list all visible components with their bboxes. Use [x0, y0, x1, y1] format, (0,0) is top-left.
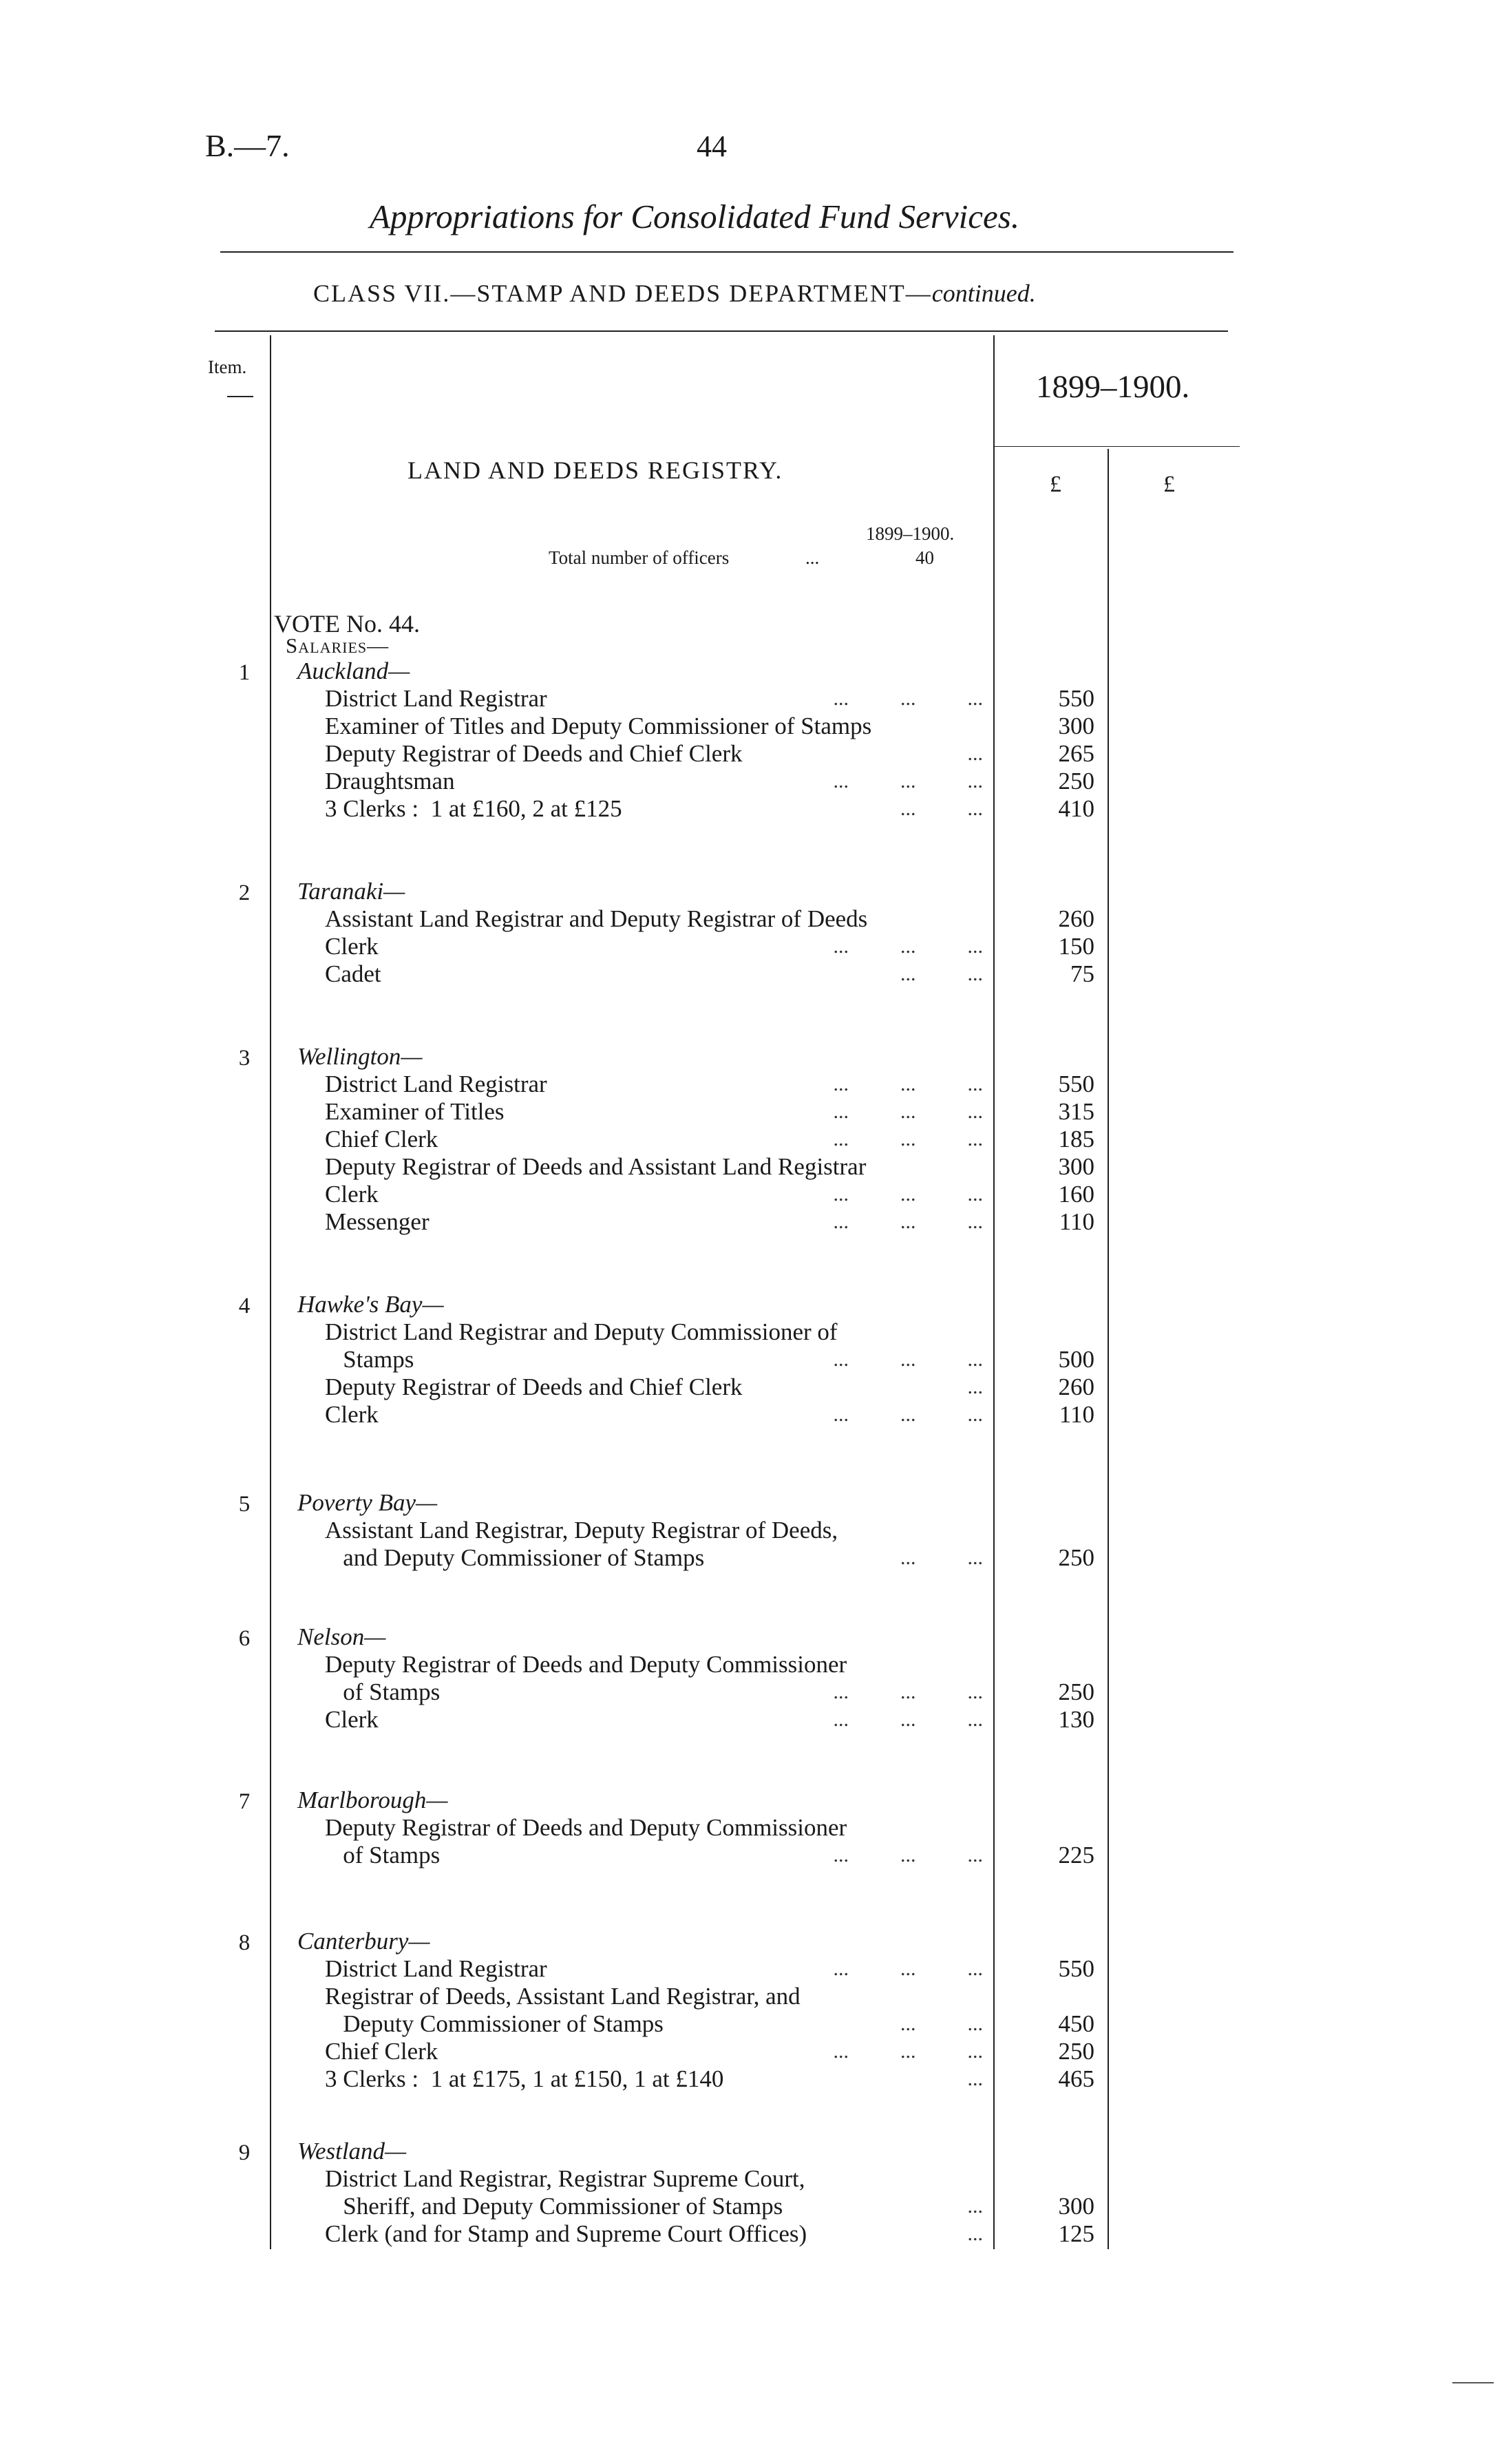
district-heading: Auckland— [297, 657, 410, 684]
amount-value: 250 [1058, 1544, 1094, 1571]
amount-value: 110 [1059, 1401, 1094, 1428]
amount-value: 550 [1058, 1071, 1094, 1097]
vote-heading: VOTE No. 44. [274, 610, 420, 638]
appropriation-line: District Land Registrar [325, 1955, 547, 1982]
dot-leader: ... ... ... [833, 1073, 983, 1095]
appropriation-line: District Land Registrar [325, 1071, 547, 1097]
dot-leader: ... ... [900, 962, 983, 985]
appropriation-line: Chief Clerk [325, 2038, 438, 2065]
district-heading: Nelson— [297, 1623, 386, 1650]
item-number: 4 [238, 1294, 251, 1318]
class-heading-main: CLASS VII.—STAMP AND DEEDS DEPARTMENT— [313, 280, 932, 307]
appropriation-line: Draughtsman [325, 768, 455, 794]
amount-value: 550 [1058, 1955, 1094, 1982]
dot-leader: ... ... ... [833, 1348, 983, 1371]
appropriation-line: 3 Clerks : 1 at £160, 2 at £125 [325, 795, 622, 822]
amount-value: 125 [1058, 2220, 1094, 2247]
amount-value: 130 [1058, 1706, 1094, 1733]
district-heading: Wellington— [297, 1043, 423, 1070]
district-heading: Poverty Bay— [297, 1489, 438, 1516]
appropriation-line: Sheriff, and Deputy Commissioner of Stamps [325, 2193, 783, 2220]
amount-value: 465 [1058, 2065, 1094, 2092]
amount-value: 250 [1058, 768, 1094, 794]
amount-value: 500 [1058, 1346, 1094, 1373]
item-number: 6 [238, 1626, 251, 1651]
amount-value: 150 [1058, 933, 1094, 960]
item-number: 9 [238, 2140, 251, 2165]
district-heading: Hawke's Bay— [297, 1291, 444, 1318]
amount-value: 75 [1070, 960, 1094, 987]
district-heading: Taranaki— [297, 878, 405, 905]
amount-value: 300 [1058, 713, 1094, 739]
amount-value: 410 [1058, 795, 1094, 822]
officers-dots: ... [805, 547, 820, 568]
appropriation-line: District Land Registrar, Registrar Supreme Court, [325, 2165, 805, 2192]
dot-leader: ... ... ... [833, 935, 983, 958]
district-heading: Canterbury— [297, 1928, 430, 1955]
dot-leader: ... ... ... [833, 1708, 983, 1731]
appropriation-line: Deputy Registrar of Deeds and Assistant Land Registrar [325, 1153, 867, 1180]
dot-leader: ... ... ... [833, 1681, 983, 1703]
margin-mark [1452, 2382, 1494, 2383]
currency-symbol-1: £ [1050, 472, 1061, 497]
appropriation-line: Stamps [325, 1346, 414, 1373]
item-number: 1 [238, 660, 251, 685]
appropriation-line: Clerk [325, 1181, 379, 1208]
item-number: 3 [238, 1046, 251, 1071]
dot-leader: ... ... ... [833, 687, 983, 710]
amount-value: 250 [1058, 2038, 1094, 2065]
officers-label: Total number of officers [549, 547, 730, 568]
section-title: LAND AND DEEDS REGISTRY. [407, 456, 783, 484]
dot-leader: ... ... ... [833, 770, 983, 792]
page-title: Appropriations for Consolidated Fund Services. [370, 198, 1020, 235]
officers-year: 1899–1900. [866, 523, 955, 544]
appropriation-line: Clerk [325, 1706, 379, 1733]
dot-leader: ... ... [900, 1546, 983, 1569]
appropriation-line: District Land Registrar and Deputy Commissioner of [325, 1318, 838, 1345]
appropriation-line: Clerk [325, 1401, 379, 1428]
appropriation-line: Chief Clerk [325, 1126, 438, 1152]
appropriation-line: Examiner of Titles and Deputy Commissioner of Stamps [325, 713, 872, 739]
appropriation-line: Assistant Land Registrar, Deputy Registrar of Deeds, [325, 1517, 838, 1544]
dot-leader: ... ... [900, 2012, 983, 2035]
amount-value: 300 [1058, 1153, 1094, 1180]
appropriation-line: Deputy Commissioner of Stamps [325, 2010, 664, 2037]
appropriation-line: 3 Clerks : 1 at £175, 1 at £150, 1 at £140 [325, 2065, 724, 2092]
amount-value: 300 [1058, 2193, 1094, 2220]
amount-value: 110 [1059, 1208, 1094, 1235]
amount-value: 260 [1058, 1373, 1094, 1400]
amount-value: 160 [1058, 1181, 1094, 1208]
district-heading: Marlborough— [297, 1787, 448, 1813]
dot-leader: ... ... ... [833, 1844, 983, 1866]
page-number: 44 [697, 129, 727, 163]
appropriation-line: Assistant Land Registrar and Deputy Registrar of Deeds [325, 905, 868, 932]
appropriation-line: District Land Registrar [325, 685, 547, 712]
amount-value: 260 [1058, 905, 1094, 932]
appropriation-line: Deputy Registrar of Deeds and Deputy Commissioner [325, 1651, 847, 1678]
amount-value: 185 [1058, 1126, 1094, 1152]
dot-leader: ... ... ... [833, 1403, 983, 1426]
item-number: 5 [238, 1492, 251, 1517]
amount-value: 225 [1058, 1842, 1094, 1868]
appropriation-line: Registrar of Deeds, Assistant Land Registrar, and [325, 1983, 801, 2010]
dot-leader: ... [967, 2195, 983, 2218]
appropriation-line: of Stamps [325, 1842, 441, 1868]
appropriation-line: Deputy Registrar of Deeds and Chief Clerk [325, 740, 743, 767]
appropriation-line: Deputy Registrar of Deeds and Deputy Commissioner [325, 1814, 847, 1841]
dot-leader: ... ... ... [833, 1128, 983, 1150]
dot-leader: ... ... ... [833, 2040, 983, 2063]
class-heading-continued: continued. [931, 280, 1036, 307]
year-column-heading: 1899–1900. [1036, 369, 1190, 405]
page-reference: B.—7. [205, 128, 290, 163]
amount-value: 450 [1058, 2010, 1094, 2037]
appropriation-line: Examiner of Titles [325, 1098, 505, 1125]
amount-value: 315 [1058, 1098, 1094, 1125]
amount-value: 265 [1058, 740, 1094, 767]
item-column-label: Item. [208, 357, 247, 377]
appropriation-line: Deputy Registrar of Deeds and Chief Clerk [325, 1373, 743, 1400]
dot-leader: ... ... [900, 797, 983, 820]
appropriation-line: Clerk [325, 933, 379, 960]
dot-leader: ... [967, 1376, 983, 1398]
currency-symbol-2: £ [1163, 472, 1175, 497]
item-number: 7 [238, 1789, 251, 1814]
item-number: 2 [238, 881, 251, 905]
officers-count: 40 [915, 547, 934, 568]
dot-leader: ... [967, 2222, 983, 2245]
amount-value: 250 [1058, 1678, 1094, 1705]
dot-leader: ... [967, 742, 983, 765]
dot-leader: ... ... ... [833, 1957, 983, 1980]
appropriation-line: Clerk (and for Stamp and Supreme Court Offices) [325, 2220, 807, 2247]
appropriation-line: of Stamps [325, 1678, 441, 1705]
dot-leader: ... ... ... [833, 1183, 983, 1205]
item-number: 8 [238, 1930, 251, 1955]
appropriation-line: and Deputy Commissioner of Stamps [325, 1544, 705, 1571]
amount-value: 550 [1058, 685, 1094, 712]
salaries-heading: Salaries— [286, 633, 390, 657]
appropriation-line: Messenger [325, 1208, 430, 1235]
district-heading: Westland— [297, 2138, 407, 2165]
dot-leader: ... ... ... [833, 1210, 983, 1233]
dot-leader: ... ... ... [833, 1100, 983, 1123]
appropriation-line: Cadet [325, 960, 381, 987]
dot-leader: ... [967, 2067, 983, 2090]
